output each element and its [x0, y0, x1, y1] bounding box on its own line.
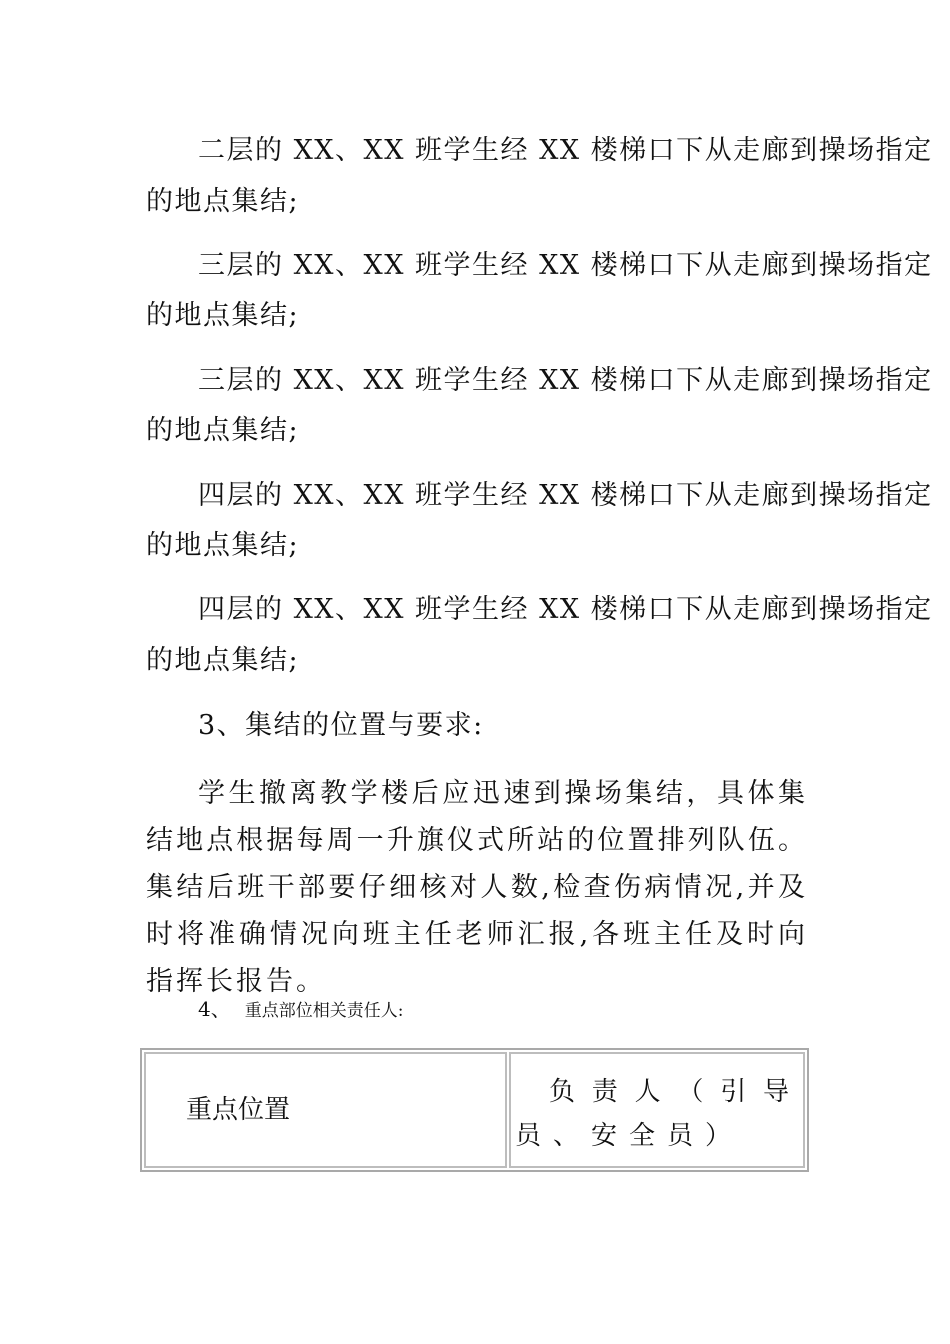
text-line: 三层的 XX、XX 班学生经 XX 楼梯口下从走廊到操场指定 [198, 250, 933, 281]
text-line: 的地点集结; [146, 530, 300, 561]
text-line: 的地点集结; [146, 415, 300, 446]
text-line: 的地点集结; [146, 300, 300, 331]
text-line: 三层的 XX、XX 班学生经 XX 楼梯口下从走廊到操场指定 [198, 365, 933, 396]
table-header-row [144, 1052, 805, 1168]
responsibility-table [140, 1048, 809, 1172]
section-4-number: 4、 [198, 997, 231, 1021]
section-4-heading [198, 996, 403, 1024]
table-header-key-location: 重点位置 [144, 1052, 507, 1168]
text-line: 二层的 XX、XX 班学生经 XX 楼梯口下从走廊到操场指定 [198, 135, 933, 166]
text-line: 的地点集结; [146, 645, 300, 676]
text-line: 四层的 XX、XX 班学生经 XX 楼梯口下从走廊到操场指定 [198, 480, 933, 511]
text-line: 的地点集结; [146, 186, 300, 217]
section-4-title: 重点部位相关责任人: [244, 1001, 404, 1021]
section-3-heading: 3、集结的位置与要求: [198, 710, 484, 741]
text-line: 四层的 XX、XX 班学生经 XX 楼梯口下从走廊到操场指定 [198, 594, 933, 625]
table-header-responsible-person: 负责人（引导员、安全员） [509, 1052, 805, 1168]
section-3-body: 学生撤离教学楼后应迅速到操场集结，具体集结地点根据每周一升旗仪式所站的位置排列队伍。集结后班干部要仔细核对人数,检查伤病情况,并及时将准确情况向班主任老师汇报,各班主任及时向指挥长报告。 [146, 778, 808, 997]
